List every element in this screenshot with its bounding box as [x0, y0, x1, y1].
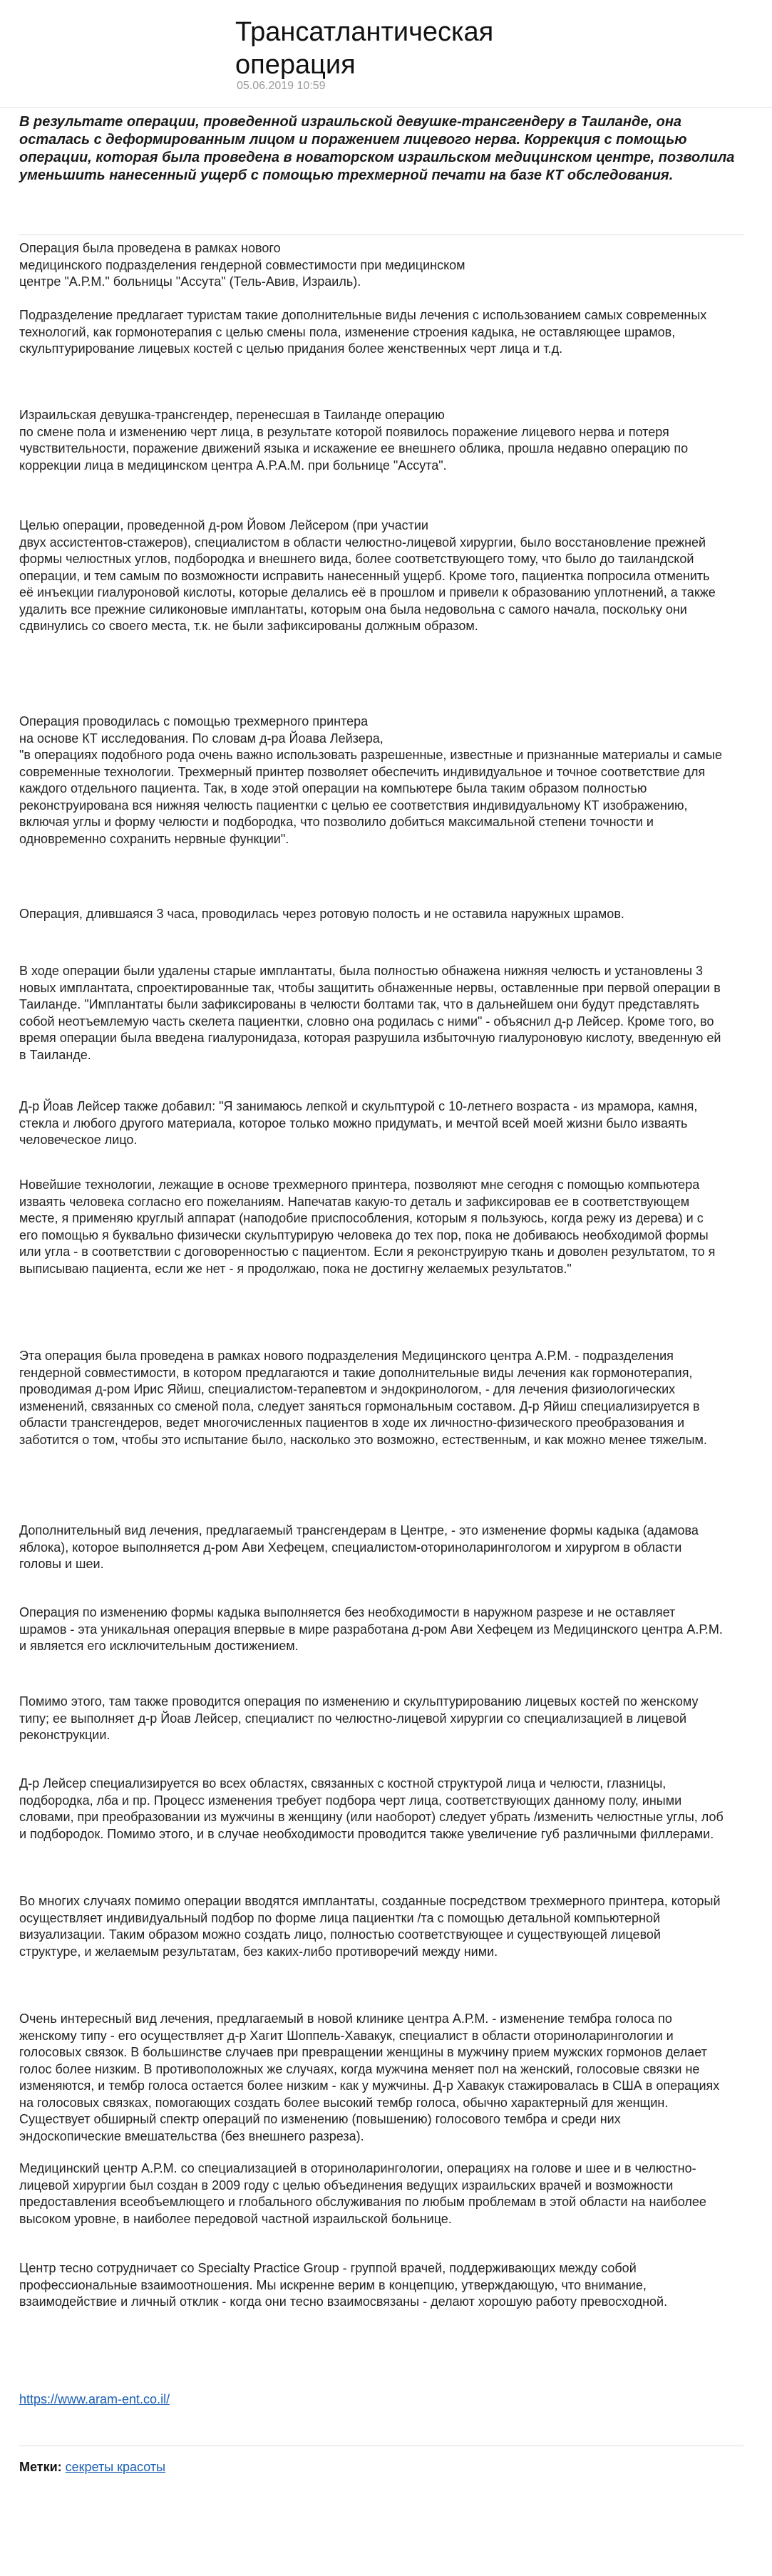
tags-row	[19, 2460, 165, 2475]
paragraph-11: Дополнительный вид лечения, предлагаемый трансгендерам в Центре, - это изменение формы кадыка (адамова яблока), которое выполняется д-ром Ави Хефецем, специалистом-оториноларингологом и хирургом в области головы и шеи.	[19, 1523, 699, 1571]
paragraph-3: Израильская девушка-трансгендер, перенесшая в Таиланде операцию по смене пола и изменению черт лица, в результате которой появилось поражение лицевого нерва и потеря чувствительности, поражение движений языка и искажение ее внешнего облика, прошла недавно операцию по коррекции лица в медицинском центра А.Р.А.М. при больнице "Ассута".	[19, 408, 689, 473]
paragraph-14: Д-р Лейсер специализируется во всех областях, связанных с костной структурой лица и челюсти, глазницы, подбородка, лба и пр. Процесс изменения требует подбора черт лица, соответствующих данному полу, иными словами, при преобразовании из мужчины в женщину (или наоборот) следует убрать /изменить челюстные углы, лоб и подбородок. Помимо этого, и в случае необходимости проводится также увеличение губ различными филлерами.	[19, 1776, 724, 1841]
paragraph-16: Очень интересный вид лечения, предлагаемый в новой клинике центра А.Р.М. - изменение тембра голоса по женскому типу - его осуществляет д-р Хагит Шоппель-Хавакук, специалист в области оториноларингологии и голосовых связок. В большинстве случаев при превращении женщины в мужчину прием мужских гормонов делает голос более низким. В противоположных же случаях, когда мужчина меняет пол на женский, голосовые связки не изменяются, и тембр голоса остается более низким - как у мужчины. Д-р Хавакук стажировалась в США в операциях на голосовых связках, помогающих создать более высокий тембр голоса, обычно характерный для женщин. Существует обширный спектр операций по изменению (повышению) голосового тембра и среди них эндоскопические вмешательства (без внешнего разреза).	[19, 2011, 720, 2143]
paragraph-12: Операция по изменению формы кадыка выполняется без необходимости в наружном разрезе и не оставляет шрамов - эта уникальная операция впервые в мире разработана д-ром Ави Хефецем из Медицинского центра А.Р.М. и является его исключительным достижением.	[19, 1605, 723, 1653]
paragraph-15: Во многих случаях помимо операции вводятся имплантаты, созданные посредством трехмерного принтера, который осуществляет индивидуальный подбор по форме лица пациентки /та с помощью детальной компьютерной визуализации. Таким образом можно создать лицо, полностью соответствующее и существующей лицевой структуре, и желаемым результатам, без каких-либо противоречий между ними.	[19, 1894, 721, 1959]
external-link[interactable]: https://www.aram-ent.co.il/	[19, 2392, 170, 2406]
lead-box	[19, 113, 743, 185]
paragraph-7: В ходе операции были удалены старые имплантаты, была полностью обнажена нижняя челюсть и установлены 3 новых имплантата, спроектированные так, чтобы защитить обнаженные нервы, оставленные при первой операции в Таиланде. "Имплантаты были зафиксированы в челюсти болтами так, что в дальнейшем они будут представлять собой неотъемлемую часть скелета пациентки, словно она родилась с ними" - объяснил д-р Лейсер. Кроме того, во время операции была введена гиалуронидаза, которая разрушила избыточную гиалуроновую кислоту, введенную ей в Таиланде.	[19, 964, 721, 1062]
tags-label: Метки:	[19, 2460, 62, 2474]
paragraph-2: Подразделение предлагает туристам такие дополнительные виды лечения с использованием самых современных технологий, как гормонотерапия с целью смены пола, изменение строения кадыка, не оставляющее шрамов, скульптурирование лицевых костей с целью придания более женственных черт лица и т.д.	[19, 308, 707, 356]
article-header	[0, 0, 772, 107]
paragraph-13: Помимо этого, там также проводится операция по изменению и скульптурированию лицевых костей по женскому типу; ее выполняет д-р Йоав Лейсер, специалист по челюстно-лицевой хирургии со специализацией в лицевой реконструкции.	[19, 1694, 699, 1742]
paragraph-10: Эта операция была проведена в рамках нового подразделения Медицинского центра А.Р.М. - подразделения гендерной совместимости, в котором предлагаются и такие дополнительные виды лечения как гормонотерапия, проводимая д-ром Ирис Яйиш, специалистом-терапевтом и эндокринологом, - для лечения физиологических изменений, связанных со сменой пола, следует заняться гормональным составом. Д-р Яйиш специализируется в области трансгендеров, ведет многочисленных пациентов в ходе их личностно-физического преобразования и заботится о том, чтобы это испытание было, насколько это возможно, естественным, и как можно менее тяжелым.	[19, 1349, 707, 1447]
article-lead: В результате операции, проведенной израильской девушке-трансгендеру в Таиланде, она осталась с деформированным лицом и поражением лицевого нерва. Коррекция с помощью операции, которая была проведена в новаторском израильском медицинском центре, позволила уменьшить нанесенный ущерб с помощью трехмерной печати на базе КТ обследования.	[19, 114, 735, 183]
paragraph-6: Операция, длившаяся 3 часа, проводилась через ротовую полость и не оставила наружных шрамов.	[19, 907, 624, 921]
article-body	[0, 107, 772, 2576]
page-title: Трансатлантическая операция	[235, 17, 494, 80]
paragraph-9: Новейшие технологии, лежащие в основе трехмерного принтера, позволяют мне сегодня с помощью компьютера изваять человека согласно его пожеланиям. Напечатав какую-то деталь и зафиксировав ее в соответствующем месте, я применяю круглый аппарат (наподобие приспособления, которым я пользуюсь, когда режу из дерева) и с его помощью я буквально физически скульптурирую человека до тех пор, пока не добиваюсь необходимой формы или угла - в соответствии с договоренностью с пациентом. Если я реконструирую ткань и доволен результатом, то я выписываю пациента, если же нет - я продолжаю, пока не достигну желаемых результатов."	[19, 1178, 716, 1276]
paragraph-1: Операция была проведена в рамках нового медицинского подразделения гендерной совместимости при медицинском центре "А.Р.М." больницы "Ассута" (Тель-Авив, Израиль).	[19, 241, 465, 289]
tag-link[interactable]: секреты красоты	[65, 2460, 166, 2474]
paragraph-5: Операция проводилась с помощью трехмерного принтера на основе КТ исследования. По словам д-ра Йоава Лейзера, "в операциях подобного рода очень важно использовать разрешенные, известные и признанные материалы и самые современные технологии. Трехмерный принтер позволяет обеспечить индивидуальное и точное соответствие для каждого отдельного пациента. Так, в ходе этой операции на компьютере была таким образом полностью реконструирована вся нижняя челюсть пациентки с целью ее соответствия индивидуальному КТ изображению, включая углы и форму челюсти и подбородка, что позволило добиться максимальной степени точности и одновременно сохранить нервные функции".	[19, 714, 723, 846]
paragraph-18: Центр тесно сотрудничает со Specialty Practice Group - группой врачей, поддерживающих между собой профессиональные взаимоотношения. Мы искренне верим в концепцию, утверждающую, что внимание, взаимодействие и личный отклик - когда они тесно взаимосвязаны - делают хорошую работу превосходной.	[19, 2261, 668, 2309]
paragraph-17: Медицинский центр А.Р.М. со специализацией в оториноларингологии, операциях на голове и шее и в челюстно-лицевой хирургии был создан в 2009 году с целью объединения ведущих израильских врачей и возможности предоставления всеобъемлющего и глобального обслуживания по любым проблемам в этой области на наиболее высоком уровне, в наиболее передовой частной израильской больнице.	[19, 2161, 706, 2226]
paragraph-4: Целью операции, проведенной д-ром Йовом Лейсером (при участии двух ассистентов-стажеров), специалистом в области челюстно-лицевой хирургии, было восстановление прежней формы челюстных углов, подбородка и внешнего вида, более соответствующего тому, что было до таиландской операции, и тем самым по возможности исправить нанесенный ущерб. Кроме того, пациентка попросила отменить её инъекции гиалуроновой кислоты, которые делались её в прошлом и привели к образованию уплотнений, а также удалить все прежние силиконовые имплантаты, которым она была недовольна с самого начала, поскольку они сдвинулись со своего места, т.к. не были зафиксированы должным образом.	[19, 518, 716, 633]
paragraph-8: Д-р Йоав Лейсер также добавил: "Я занимаюсь лепкой и скульптурой с 10-летнего возраста - из мрамора, камня, стекла и любого другого материала, которое только можно придумать, и мечтой всей моей жизни было изваять человеческое лицо.	[19, 1099, 698, 1147]
publish-date: 05.06.2019 10:59	[237, 80, 326, 92]
